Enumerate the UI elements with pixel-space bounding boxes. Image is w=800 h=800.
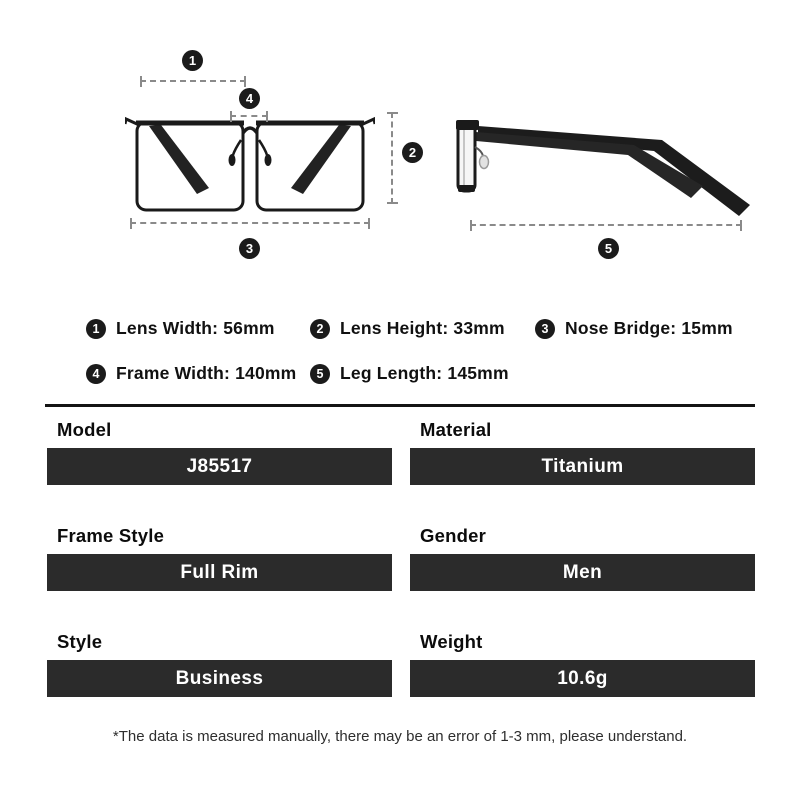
side-lens-profile (458, 123, 475, 191)
front-right-pad-arm (259, 140, 267, 155)
legend-badge-4: 4 (86, 364, 106, 384)
legend-badge-1: 1 (86, 319, 106, 339)
spec-label-frame-style: Frame Style (57, 525, 165, 546)
marker-badge-3: 3 (239, 238, 260, 259)
dimension-line-lens-width (140, 80, 246, 82)
spec-label-gender: Gender (420, 525, 486, 546)
legend-item-nose-bridge (535, 318, 733, 339)
legend-item-leg-length (310, 363, 509, 384)
legend-label-leg-length: Leg Length: 145mm (340, 363, 509, 383)
divider-line (45, 404, 755, 407)
spec-value-material: Titanium (410, 448, 755, 485)
spec-cell-weight (410, 631, 755, 697)
marker-badge-5: 5 (598, 238, 619, 259)
spec-cell-material (410, 419, 755, 485)
spec-label-material: Material (420, 419, 492, 440)
spec-value-gender: Men (410, 554, 755, 591)
spec-cell-style (47, 631, 392, 697)
marker-badge-4: 4 (239, 88, 260, 109)
front-right-endpiece (363, 119, 375, 124)
front-left-endpiece (125, 119, 137, 124)
dimension-line-frame-width (130, 222, 370, 224)
legend-badge-5: 5 (310, 364, 330, 384)
front-right-nose-pad (265, 154, 272, 166)
spec-cell-model (47, 419, 392, 485)
front-left-temple-shadow (149, 125, 209, 194)
side-near-temple (476, 132, 703, 198)
dimension-line-bridge-width (230, 115, 268, 117)
legend-item-lens-height (310, 318, 505, 339)
legend-item-frame-width (86, 363, 296, 384)
glasses-front-image (125, 108, 375, 223)
dimension-line-leg-length (470, 224, 742, 226)
spec-cell-gender (410, 525, 755, 591)
side-bottom-rim (458, 185, 475, 192)
legend-label-frame-width: Frame Width: 140mm (116, 363, 297, 383)
legend-label-lens-width: Lens Width: 56mm (116, 318, 275, 338)
spec-value-weight: 10.6g (410, 660, 755, 697)
side-nose-pad (480, 156, 489, 169)
spec-label-weight: Weight (420, 631, 483, 652)
front-left-nose-pad (229, 154, 236, 166)
marker-badge-2: 2 (402, 142, 423, 163)
spec-value-frame-style: Full Rim (47, 554, 392, 591)
spec-label-style: Style (57, 631, 103, 652)
side-hinge (456, 120, 479, 130)
legend-label-lens-height: Lens Height: 33mm (340, 318, 505, 338)
spec-cell-frame-style (47, 525, 392, 591)
glasses-side-image (450, 105, 760, 225)
legend-item-lens-width (86, 318, 275, 339)
legend-badge-2: 2 (310, 319, 330, 339)
spec-label-model: Model (57, 419, 112, 440)
spec-value-model: J85517 (47, 448, 392, 485)
spec-value-style: Business (47, 660, 392, 697)
legend-badge-3: 3 (535, 319, 555, 339)
front-bridge (243, 128, 257, 133)
marker-badge-1: 1 (182, 50, 203, 71)
dimension-line-lens-height (391, 112, 393, 204)
front-left-pad-arm (233, 140, 241, 155)
footnote: *The data is measured manually, there may be an error of 1-3 mm, please understand. (112, 728, 688, 745)
front-right-temple-shadow (291, 125, 351, 194)
legend-label-nose-bridge: Nose Bridge: 15mm (565, 318, 733, 338)
